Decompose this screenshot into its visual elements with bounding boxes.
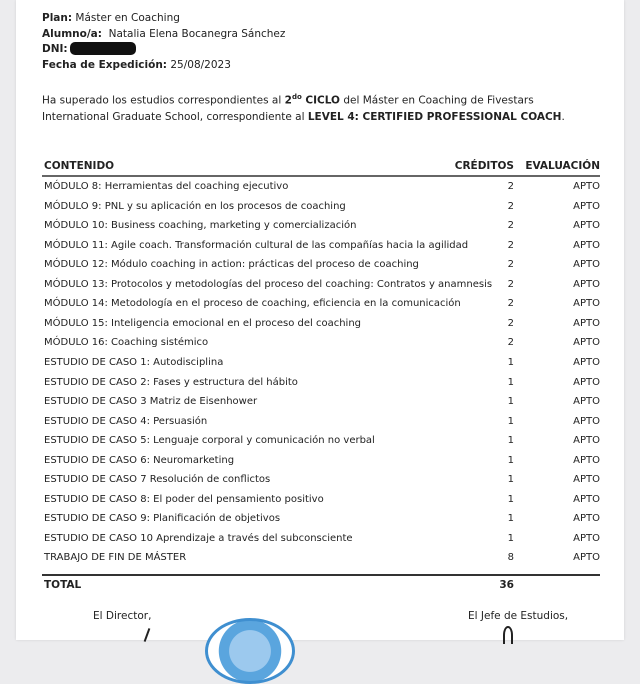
- plan-line: Plan: Máster en Coaching: [42, 12, 180, 24]
- row-credits: 2: [507, 239, 514, 251]
- row-content: MÓDULO 12: Módulo coaching in action: prácticas del proceso de coaching: [44, 259, 419, 271]
- table-row: [44, 377, 600, 396]
- table-row: [44, 416, 600, 435]
- row-evaluation: APTO: [573, 376, 600, 388]
- table-row: [44, 259, 600, 278]
- row-credits: 2: [507, 298, 514, 310]
- row-credits: 2: [507, 259, 514, 271]
- row-credits: 2: [507, 278, 514, 290]
- row-credits: 1: [507, 376, 514, 388]
- table-row: [44, 201, 600, 220]
- table-row: [44, 474, 600, 493]
- table-row: [44, 494, 600, 513]
- row-evaluation: APTO: [573, 454, 600, 466]
- redaction-mark: [70, 42, 136, 55]
- student-line: Alumno/a: Natalia Elena Bocanegra Sánchez: [42, 27, 286, 40]
- row-content: MÓDULO 9: PNL y su aplicación en los procesos de coaching: [44, 200, 346, 212]
- row-evaluation: APTO: [573, 435, 600, 447]
- row-credits: 1: [507, 415, 514, 427]
- row-evaluation: APTO: [573, 181, 600, 192]
- row-content: MÓDULO 15: Inteligencia emocional en el proceso del coaching: [44, 317, 362, 329]
- table-row: [44, 318, 600, 337]
- row-credits: 2: [507, 317, 514, 329]
- row-content: ESTUDIO DE CASO 2: Fases y estructura del hábito: [44, 376, 298, 388]
- table-row: [44, 552, 600, 571]
- row-evaluation: APTO: [573, 337, 600, 349]
- row-content: ESTUDIO DE CASO 6: Neuromarketing: [44, 454, 235, 466]
- table-row: [44, 533, 600, 552]
- row-credits: 2: [507, 220, 514, 232]
- row-content: ESTUDIO DE CASO 8: El poder del pensamiento positivo: [44, 493, 324, 505]
- table-row: [44, 455, 600, 474]
- table-row: [44, 298, 600, 317]
- row-content: ESTUDIO DE CASO 1: Autodisciplina: [44, 356, 224, 368]
- row-evaluation: APTO: [573, 259, 600, 271]
- row-credits: 1: [507, 513, 514, 525]
- dni-line: DNI:: [42, 42, 285, 58]
- row-evaluation: APTO: [573, 552, 600, 564]
- table-row: [44, 337, 600, 356]
- total-credits: 36: [499, 579, 514, 591]
- row-credits: 2: [507, 337, 514, 349]
- row-credits: 1: [507, 493, 514, 505]
- row-content: MÓDULO 13: Protocolos y metodologías del proceso del coaching: Contratos y anamnesis: [44, 278, 493, 290]
- row-evaluation: APTO: [573, 513, 600, 525]
- row-content: MÓDULO 16: Coaching sistémico: [44, 337, 209, 349]
- table-row: [44, 181, 600, 200]
- table-row: [44, 435, 600, 454]
- head-signature: [503, 626, 513, 644]
- row-content: ESTUDIO DE CASO 3 Matriz de Eisenhower: [44, 396, 258, 408]
- row-evaluation: APTO: [573, 474, 600, 486]
- row-content: ESTUDIO DE CASO 9: Planificación de objetivos: [44, 513, 281, 525]
- row-credits: 1: [507, 454, 514, 466]
- row-evaluation: APTO: [573, 493, 600, 505]
- row-credits: 2: [507, 181, 514, 192]
- row-content: MÓDULO 14: Metodología en el proceso de coaching, eficiencia en la comunicación: [44, 298, 461, 310]
- table-row: [44, 220, 600, 239]
- table-row: [44, 513, 600, 532]
- row-content: MÓDULO 11: Agile coach. Transformación cultural de las compañías hacia la agilidad: [44, 239, 469, 251]
- row-content: ESTUDIO DE CASO 7 Resolución de conflictos: [44, 474, 271, 486]
- row-evaluation: APTO: [573, 356, 600, 368]
- issue-date-line: Fecha de Expedición: 25/08/2023: [42, 58, 231, 71]
- total-row: TOTAL 36: [44, 579, 514, 591]
- row-content: ESTUDIO DE CASO 10 Aprendizaje a través del subconsciente: [44, 532, 353, 544]
- row-content: ESTUDIO DE CASO 5: Lenguaje corporal y comunicación no verbal: [44, 435, 375, 447]
- row-credits: 2: [507, 200, 514, 212]
- table-row: [44, 396, 600, 415]
- row-evaluation: APTO: [573, 200, 600, 212]
- head-of-studies-label: El Jefe de Estudios,: [468, 610, 569, 622]
- row-content: TRABAJO DE FIN DE MÁSTER: [44, 552, 187, 564]
- row-credits: 1: [507, 474, 514, 486]
- header-evaluacion: EVALUACIÓN: [525, 160, 600, 172]
- row-evaluation: APTO: [573, 298, 600, 310]
- director-label: El Director,: [93, 610, 152, 622]
- row-credits: 1: [507, 532, 514, 544]
- row-evaluation: APTO: [573, 532, 600, 544]
- row-evaluation: APTO: [573, 278, 600, 290]
- table-row: [44, 240, 600, 259]
- table-row: [44, 357, 600, 376]
- row-credits: 1: [507, 356, 514, 368]
- row-content: MÓDULO 10: Business coaching, marketing y comercialización: [44, 220, 357, 232]
- row-evaluation: APTO: [573, 396, 600, 408]
- row-evaluation: APTO: [573, 317, 600, 329]
- total-divider: [42, 574, 600, 576]
- student-info: [42, 11, 285, 73]
- table-row: [44, 279, 600, 298]
- row-evaluation: APTO: [573, 415, 600, 427]
- header-divider: [42, 175, 600, 177]
- row-credits: 1: [507, 396, 514, 408]
- row-credits: 1: [507, 435, 514, 447]
- row-content: ESTUDIO DE CASO 4: Persuasión: [44, 415, 208, 427]
- row-credits: 8: [507, 552, 514, 564]
- row-content: MÓDULO 8: Herramientas del coaching ejecutivo: [44, 181, 289, 192]
- header-contenido: CONTENIDO: [44, 160, 115, 172]
- row-evaluation: APTO: [573, 239, 600, 251]
- school-seal: [205, 618, 295, 684]
- header-creditos: CRÉDITOS: [454, 160, 514, 172]
- row-evaluation: APTO: [573, 220, 600, 232]
- statement-paragraph: Ha superado los estudios correspondientes al $2^{do}$ CICLO del Máster en Coaching de Fivestars International Graduate School, correspondiente al LEVEL 4: CERTIFIED PROFESSIONAL COACH.: [42, 93, 565, 123]
